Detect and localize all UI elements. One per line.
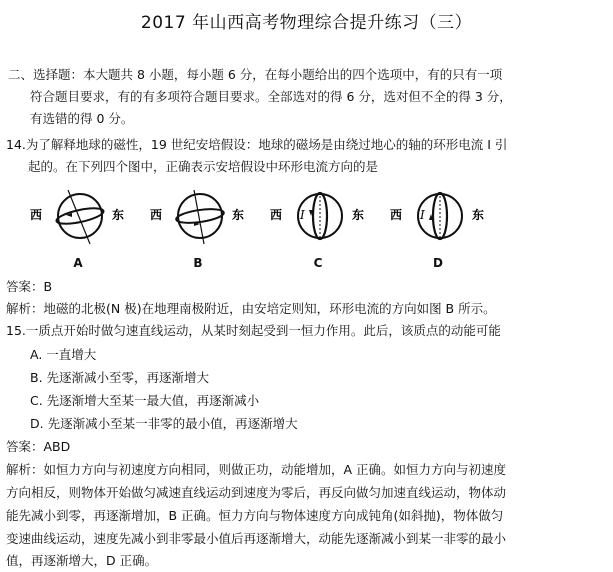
- west-label: 西: [390, 208, 403, 222]
- q14-answer: 答案：B: [6, 279, 53, 294]
- question-14-stem: [6, 134, 606, 178]
- q14-line-2: 起的。在下列四个图中，正确表示安培假设中环形电流方向的是: [28, 159, 379, 174]
- q15-stem: 15.一质点开始时做匀速直线运动，从某时刻起受到一恒力作用。此后，该质点的动能可能: [6, 323, 501, 338]
- q14-line-1: 14.为了解释地球的磁性，19 世纪安培假设：地球的磁场是由绕过地心的轴的环形电流 I 引: [6, 137, 508, 152]
- east-label: 东: [472, 208, 485, 222]
- current-label: I: [300, 208, 305, 222]
- current-label: I: [420, 208, 425, 222]
- globe-a-icon: [28, 186, 128, 256]
- east-label: 东: [112, 208, 125, 222]
- q15-answer: 答案：ABD: [6, 439, 71, 454]
- east-label: 东: [352, 208, 365, 222]
- figure-c: [268, 186, 368, 276]
- q15-analysis-line-5: 值，再逐渐增大，D 正确。: [6, 553, 158, 568]
- page-title: 2017 年山西高考物理综合提升练习（三）: [140, 13, 473, 33]
- globe-c-icon: [268, 186, 368, 256]
- east-label: 东: [232, 208, 245, 222]
- q15-analysis-line-3: 能先减小到零，再逐渐增加，B 正确。恒力方向与物体速度方向成钝角(如斜抛)，物体做匀: [6, 508, 504, 523]
- q15-option-c: C. 先逐渐增大至某一最大值，再逐渐减小: [30, 393, 260, 408]
- figure-b-label: B: [193, 256, 203, 270]
- q15-analysis-line-1: 解析：如恒力方向与初速度方向相同，则做正功，动能增加，A 正确。如恒力方向与初速度: [6, 462, 507, 477]
- globe-b-icon: [148, 186, 248, 256]
- west-label: 西: [30, 208, 43, 222]
- q15-analysis-line-2: 方向相反，则物体开始做匀减速直线运动到速度为零后，再反向做匀加速直线运动，物体动: [6, 485, 507, 500]
- figure-a: [28, 186, 128, 276]
- q15-option-b: B. 先逐渐减小至零，再逐渐增大: [30, 370, 210, 385]
- figure-d-label: D: [433, 256, 443, 270]
- figure-b: [148, 186, 248, 276]
- globe-d-icon: [388, 186, 488, 256]
- figure-c-label: C: [313, 256, 323, 270]
- west-label: 西: [150, 208, 163, 222]
- figure-a-label: A: [73, 256, 83, 270]
- instructions-line-3: 有选错的得 0 分。: [30, 111, 134, 126]
- instructions-line-1: 二、选择题：本大题共 8 小题，每小题 6 分，在每小题给出的四个选项中，有的只有一项: [8, 67, 503, 82]
- q14-analysis: 解析：地磁的北极(N 极)在地理南极附近，由安培定则知，环形电流的方向如图 B 所示。: [6, 301, 496, 316]
- q15-option-d: D. 先逐渐减小至某一非零的最小值，再逐渐增大: [30, 416, 298, 431]
- q14-figures: [28, 186, 498, 276]
- west-label: 西: [270, 208, 283, 222]
- q15-option-a: A. 一直增大: [30, 347, 97, 362]
- instructions-line-2: 符合题目要求，有的有多项符合题目要求。全部选对的得 6 分，选对但不全的得 3 分，: [30, 89, 512, 104]
- figure-d: [388, 186, 488, 276]
- section-instructions: [8, 64, 604, 130]
- q15-analysis-line-4: 变速曲线运动，速度先减小到非零最小值后再逐渐增大，动能先逐渐减小到某一非零的最小: [6, 531, 507, 546]
